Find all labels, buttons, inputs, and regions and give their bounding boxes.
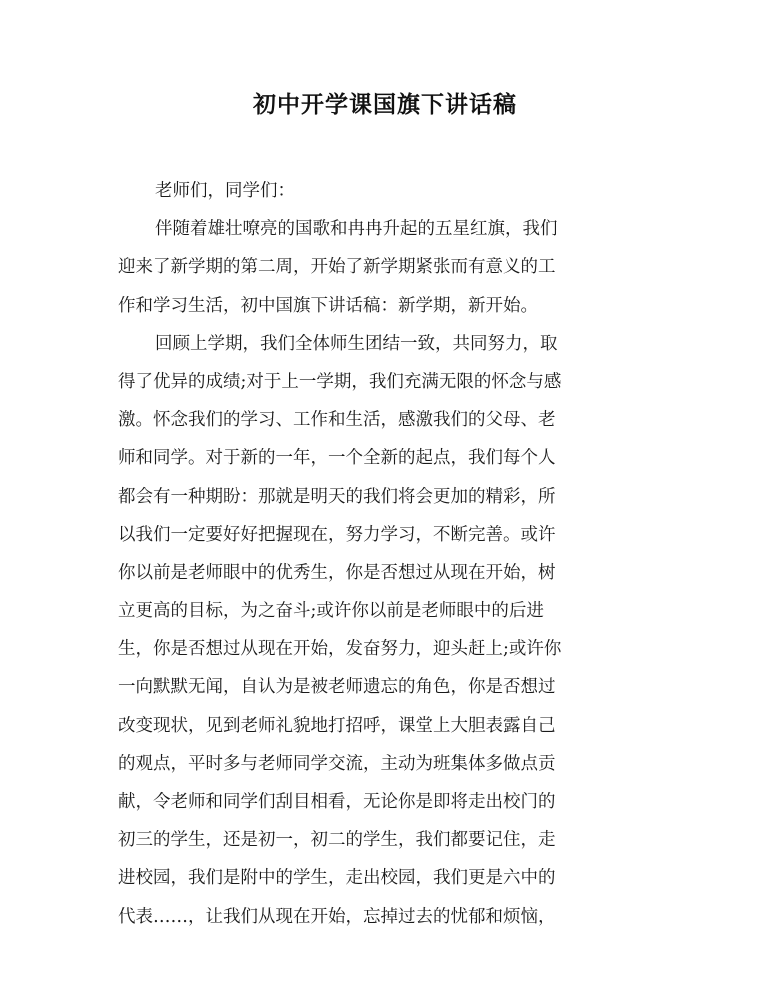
paragraph-line: 激。怀念我们的学习、工作和生活，感激我们的父母、老 <box>118 410 556 431</box>
greeting-line: 老师们，同学们： <box>155 181 295 201</box>
paragraph-line: 都会有一种期盼：那就是明天的我们将会更加的精彩，所 <box>118 486 556 507</box>
paragraph-line: 以我们一定要好好把握现在，努力学习，不断完善。或许 <box>118 524 556 545</box>
paragraph-line: 回顾上学期，我们全体师生团结一致，共同努力，取 <box>155 333 558 354</box>
paragraph-line: 你以前是老师眼中的优秀生，你是否想过从现在开始，树 <box>118 562 556 583</box>
paragraph-line: 献，令老师和同学们刮目相看，无论你是即将走出校门的 <box>118 792 556 812</box>
paragraph-line: 初三的学生，还是初一，初二的学生，我们都要记住，走 <box>118 830 556 851</box>
paragraph-line: 生，你是否想过从现在开始，发奋努力，迎头赶上;或许你 <box>118 639 562 660</box>
paragraph-line: 伴随着雄壮嘹亮的国歌和冉冉升起的五星红旗，我们 <box>155 219 558 240</box>
document-body <box>118 172 638 936</box>
paragraph-line: 改变现状，见到老师礼貌地打招呼，课堂上大胆表露自己 <box>118 715 556 736</box>
document-title: 初中开学课国旗下讲话稿 <box>253 92 517 118</box>
paragraph-line: 得了优异的成绩;对于上一学期，我们充满无限的怀念与感 <box>118 371 562 392</box>
paragraph-line: 的观点，平时多与老师同学交流，主动为班集体多做点贡 <box>118 753 556 774</box>
paragraph-line: 进校园，我们是附中的学生，走出校园，我们更是六中的 <box>118 868 556 889</box>
paragraph-line: 作和学习生活，初中国旗下讲话稿：新学期，新开始。 <box>118 295 538 316</box>
paragraph-line: 立更高的目标，为之奋斗;或许你以前是老师眼中的后进 <box>118 601 544 622</box>
paragraph-line: 一向默默无闻，自认为是被老师遗忘的角色，你是否想过 <box>118 677 556 698</box>
paragraph-line: 迎来了新学期的第二周，开始了新学期紧张而有意义的工 <box>118 257 556 278</box>
paragraph-line: 师和同学。对于新的一年，一个全新的起点，我们每个人 <box>118 448 556 469</box>
paragraph-line: 代表……，让我们从现在开始，忘掉过去的忧郁和烦恼， <box>118 906 556 927</box>
